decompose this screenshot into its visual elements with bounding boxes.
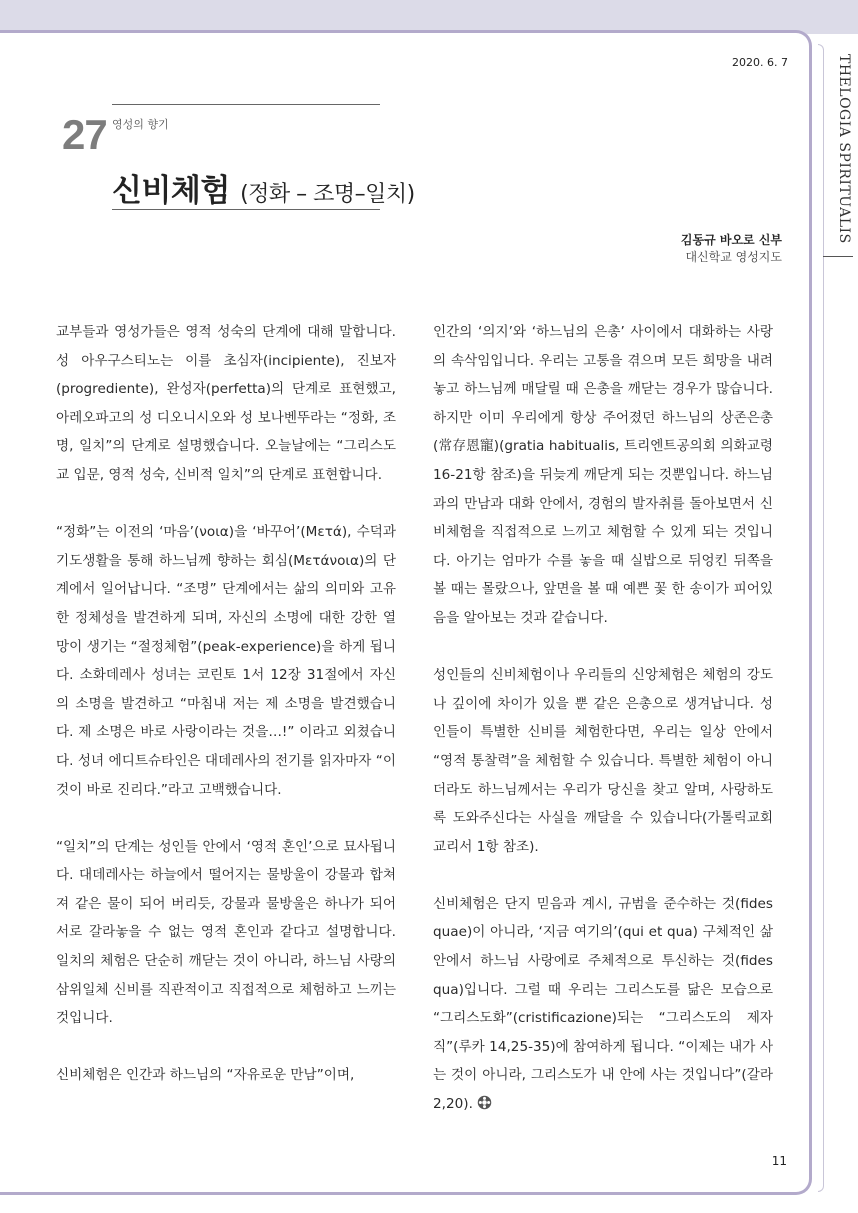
paragraph: 교부들과 영성가들은 영적 성숙의 단계에 대해 말합니다. 성 아우구스티노는 이를 초심자(incipiente), 진보자(progrediente), 완성자(perfetta)의 단계로 표현했고, 아레오파고의 성 디오니시오와 성 보나벤뚜라는 “정화, 조명, 일치”의 단계로 설명했습니다. 오늘날에는 “그리스도교 입문, 영적 성숙, 신비적 일치”의 단계로 표현합니다.: [56, 324, 396, 483]
title-main: 신비체험: [112, 173, 230, 209]
paragraph: “일치”의 단계는 성인들 안에서 ‘영적 혼인’으로 묘사됩니다. 대데레사는 하늘에서 떨어지는 물방울이 강물과 합쳐져 같은 물이 되어 버리듯, 강물과 물방울은 하나가 되어 서로 갈라놓을 수 없는 영적 혼인과 같다고 설명합니다. 일치의 체험은 단순히 깨닫는 것이 아니라, 하느님 사랑의 삼위일체 신비를 직관적이고 직접적으로 체험하고 느끼는 것입니다.: [56, 838, 396, 1027]
page-number: 11: [771, 1154, 787, 1168]
journal-divider: [823, 256, 853, 257]
section-label: 영성의 향기: [112, 118, 169, 131]
author-block: [681, 232, 782, 266]
paragraph: 신비체험은 인간과 하느님의 “자유로운 만남”이며,: [56, 1067, 355, 1084]
author-name: 김동규 바오로 신부: [680, 233, 782, 247]
paragraph: “정화”는 이전의 ‘마음’(νοια)을 ‘바꾸어’(Μετά), 수덕과 기도생활을 통해 하느님께 향하는 회심(Μετάνοια)의 단계에서 일어납니다. “조명” 단계에서는 삶의 의미와 고유한 정체성을 발견하게 되며, 자신의 소명에 대한 강한 열망이 생기는 “절정체험”(peak-experience)을 하게 됩니다. 소화데레사 성녀는 코린토 1서 12장 31절에서 자신의 소명을 발견하고 “마침내 저는 제 소명을 발견했습니다. 제 소명은 바로 사랑이라는 것을…!” 이라고 외쳤습니다. 성녀 에디트슈타인은 대데레사의 전기를 읽자마자 “이것이 바로 진리다.”라고 고백했습니다.: [56, 524, 396, 798]
issue-date: 2020. 6. 7: [732, 56, 788, 69]
article-number: 27: [62, 111, 107, 158]
left-column: [56, 318, 396, 1119]
right-column: [433, 318, 773, 1147]
title-rule-bottom: [112, 209, 380, 210]
end-mark-icon: [477, 1095, 492, 1110]
title-rule-top: [112, 104, 380, 105]
paragraph-text: 신비체험은 단지 믿음과 계시, 규범을 준수하는 것(fides quae)이 아니라, ‘지금 여기의’(qui et qua) 구체적인 삶 안에서 하느님 사랑에로 주체적으로 투신하는 것(fides qua)입니다. 그럴 때 우리는 그리스도를 닮은 모습으로 “그리스도화”(cristificazione)되는 “그리스도의 제자직”(루카 14,25-35)에 참여하게 됩니다. “이제는 내가 사는 것이 아니라, 그리스도가 내 안에 사는 것입니다”(갈라 2,20).: [433, 895, 773, 1113]
paragraph: 성인들의 신비체험이나 우리들의 신앙체험은 체험의 강도나 깊이에 차이가 있을 뿐 같은 은총으로 생겨납니다. 성인들이 특별한 신비를 체험한다면, 우리는 일상 안에서 “영적 통찰력”을 체험할 수 있습니다. 특별한 체험이 아니더라도 하느님께서는 우리가 당신을 찾고 알며, 사랑하도록 도와주신다는 사실을 깨달을 수 있습니다(가톨릭교회 교리서 1항 참조).: [433, 667, 773, 855]
top-band: [0, 0, 858, 34]
title-subtitle: (정화 – 조명–일치): [240, 182, 415, 207]
journal-title: THELOGIA SPIRITUALIS: [836, 54, 852, 244]
author-affiliation: 대신학교 영성지도: [685, 250, 782, 264]
article-title: [112, 165, 415, 210]
paragraph: 인간의 ‘의지’와 ‘하느님의 은총’ 사이에서 대화하는 사랑의 속삭임입니다. 우리는 고통을 겪으며 모든 희망을 내려놓고 하느님께 매달릴 때 은총을 깨닫는 경우가 많습니다. 하지만 이미 우리에게 항상 주어졌던 하느님의 상존은총(常存恩寵)(gratia habitualis, 트리엔트공의회 의화교령 16-21항 참조)을 뒤늦게 깨닫게 되는 것뿐입니다. 하느님과의 만남과 대화 안에서, 경험의 발자취를 돌아보면서 신비체험을 직접적으로 느끼고 체험할 수 있게 되는 것입니다. 아기는 엄마가 수를 놓을 때 실밥으로 뒤엉킨 뒤쪽을 볼 때는 몰랐으나, 앞면을 볼 때 예쁜 꽃 한 송이가 피어있음을 알아보는 것과 같습니다.: [433, 324, 773, 626]
paragraph-final: [433, 890, 773, 1119]
